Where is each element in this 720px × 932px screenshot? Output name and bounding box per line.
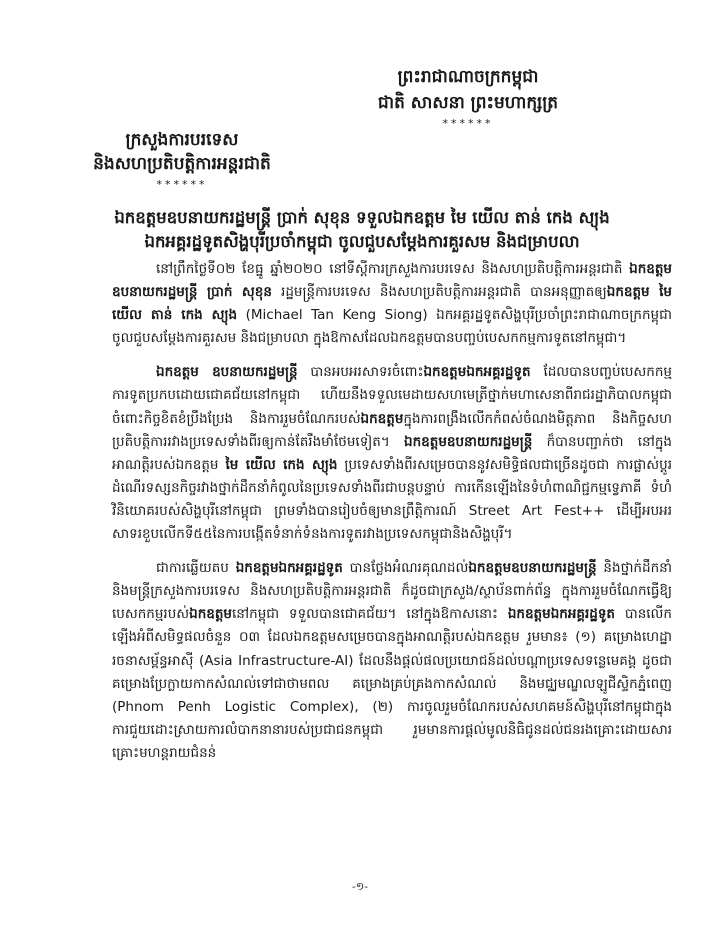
kingdom-stars-divider: ****** bbox=[442, 117, 494, 130]
text-segment: ក្នុងការពង្រឹងលើកកំពស់ចំណងមិត្តភាព និងកិច្ចសហប្រតិបត្តិការរវាងប្រទេសទាំងពីរឲ្យកាន់តែរឹងមាំថែមទៀត។ bbox=[112, 410, 672, 450]
body-paragraph bbox=[112, 258, 672, 350]
bold-text-segment: ឯកឧត្តមឯកអគ្គរដ្ឋទូត bbox=[423, 364, 531, 381]
bold-text-segment: មៃ យើល កេង ស្យុង bbox=[225, 456, 338, 473]
text-segment: និងថ្នាក់ដឹកនាំ និងមន្ត្រីក្រសួងការបរទេស និងសហប្រតិបត្តិការអន្តរជាតិ ក៏ដូចជាក្រសួង/ស្ថាប័នពាក់ព័ន្ធ ក្នុងការរួមចំណែកធ្វើឱ្យបេសកកម្មរបស់ bbox=[112, 560, 672, 623]
page-number: -១- bbox=[351, 880, 369, 893]
body-paragraph bbox=[112, 557, 672, 765]
press-release-headline bbox=[62, 206, 662, 254]
text-segment: រដ្ឋមន្ត្រីការបរទេស និងសហប្រតិបត្តិការអន្តរជាតិ បានអនុញ្ញាតឲ្យ bbox=[271, 284, 607, 301]
bold-text-segment: ឯកឧត្តម មៃ យើល តាន់ កេង ស្យុង bbox=[112, 284, 672, 324]
kingdom-title: ព្រះរាជាណាចក្រកម្ពុជា bbox=[397, 67, 539, 87]
national-motto: ជាតិ សាសនា ព្រះមហាក្សត្រ bbox=[377, 93, 559, 113]
kingdom-heading bbox=[328, 64, 608, 132]
bold-text-segment: ឯកឧត្តម bbox=[360, 410, 404, 427]
text-segment: ជាការឆ្លើយតប bbox=[156, 560, 236, 577]
text-segment: នៅព្រឹកថ្ងៃទី០២ ខែធ្នូ ឆ្នាំ២០២០ នៅទីស្តីការក្រសួងការបរទេស និងសហប្រតិបត្តិការអន្តរជាតិ bbox=[156, 261, 630, 277]
bold-text-segment: ឯកឧត្តមឯកអគ្គរដ្ឋទូត bbox=[507, 606, 615, 623]
text-segment: បានអបអរសាទរចំពោះ bbox=[297, 364, 424, 381]
text-segment: ក៏បានបញ្ជាក់ថា នៅក្នុងអាណត្តិរបស់ឯកឧត្តម bbox=[112, 433, 672, 473]
text-segment: បានថ្លែងអំណរគុណដល់ bbox=[342, 560, 469, 577]
bold-text-segment: ឯកឧត្តមឯកអគ្គរដ្ឋទូត bbox=[235, 560, 343, 577]
text-segment: បានលើកឡើងអំពីសមិទ្ធផលចំនួន ០៣ ដែលឯកឧត្តមសម្រេចបានក្នុងអាណត្តិរបស់ឯកឧត្តម រួមមាន៖ (១) គម្រោងហេដ្ឋារចនាសម្ព័ន្ធអាស៊ី (Asia Infrastructure-AI) ដែលនឹងផ្តល់ផលប្រយោជន៍ដល់បណ្តាប្រទេសទន្លេមេគង្គ ដូចជា គម្រោងប្រែក្លាយកាកសំណល់ទៅជាថាមពល គម្រោងគ្រប់គ្រងកាកសំណល់ និងមជ្ឈមណ្ឌលឡូជីស្ទិកភ្នំពេញ (Phnom Penh Logistic Complex), (២) ការចូលរួមចំណែករបស់សហគមន៍សិង្ហបុរីនៅកម្ពុជាក្នុងការជួយដោះស្រាយការលំបាកនានារបស់ប្រជាជនកម្ពុជា រួមមានការផ្តល់មូលនិធិជូនដល់ជនរងគ្រោះដោយសារគ្រោះមហន្តរាយជំនន់ bbox=[112, 606, 672, 761]
bold-text-segment: ឯកឧត្តមឧបនាយករដ្ឋមន្ត្រី bbox=[404, 433, 533, 450]
ministry-stars-divider: ****** bbox=[156, 178, 208, 191]
bold-text-segment: ឯកឧត្តម ឧបនាយករដ្ឋមន្ត្រី bbox=[156, 364, 298, 381]
text-segment: ប្រទេសទាំងពីរសម្រេចបាននូវសមិទ្ធិផលជាច្រើនដូចជា ការផ្លាស់ប្តូរដំណើរទស្សនកិច្ចរវាងថ្នាក់ដឹកនាំកំពូលនៃប្រទេសទាំងពីរជាបន្តបន្ទាប់ ការកើនឡើងនៃទំហំពាណិជ្ជកម្មទ្វេភាគី ទំហំវិនិយោគរបស់សិង្ហបុរីនៅកម្ពុជា ព្រមទាំងបានរៀបចំឲ្យមានព្រឹត្តិការណ៍ Street Art Fest++ ដើម្បីអបអរសាទរខួបលើកទី៥៥នៃការបង្កើតទំនាក់ទំនងការទូតរវាងប្រទេសកម្ពុជានិងសិង្ហបុរី។ bbox=[112, 456, 672, 543]
bold-text-segment: ឯកឧត្តមឧបនាយករដ្ឋមន្ត្រី bbox=[468, 560, 597, 577]
body-paragraph bbox=[112, 361, 672, 546]
headline-line2: ឯកអគ្គរដ្ឋទូតសិង្ហបុរីប្រចាំកម្ពុជា ចូលជួបសម្តែងការគួរសម និងជម្រាបលា bbox=[144, 232, 580, 251]
text-segment: (Michael Tan Keng Siong) ឯកអគ្គរដ្ឋទូតសិង្ហបុរីប្រចាំព្រះរាជាណាចក្រកម្ពុជា ចូលជួបសម្តែងការគួរសម និងជម្រាបលា ក្នុងឱកាសដែលឯកឧត្តមបានបញ្ចប់បេសកកម្មការទូតនៅកម្ពុជា។ bbox=[112, 307, 672, 347]
press-release-body bbox=[112, 258, 672, 776]
bold-text-segment: ឯកឧត្តម ឧបនាយករដ្ឋមន្ត្រី ប្រាក់ សុខុន bbox=[112, 261, 672, 301]
ministry-name-line2: និងសហប្រតិបត្តិការអន្តរជាតិ bbox=[93, 154, 271, 174]
ministry-name-line1: ក្រសួងការបរទេស bbox=[125, 130, 239, 150]
text-segment: នៅកម្ពុជា ទទួលបានជោគជ័យ។ នៅក្នុងឱកាសនោះ bbox=[231, 606, 508, 623]
ministry-heading bbox=[52, 128, 312, 194]
bold-text-segment: ឯកឧត្តម bbox=[189, 606, 232, 623]
text-segment: ដែលបានបញ្ចប់បេសកកម្មការទូតប្រកបដោយជោគជ័យនៅកម្ពុជា ហើយនឹងទទួលមេដាយសហមេត្រីថ្នាក់មហាសេនាពីរាជរដ្ឋាភិបាលកម្ពុជា ចំពោះកិច្ចខិតខំប្រឹងប្រែង និងការរួមចំណែករបស់ bbox=[112, 364, 672, 427]
headline-line1: ឯកឧត្តមឧបនាយករដ្ឋមន្ត្រី ប្រាក់ សុខុន ទទួលឯកឧត្តម មៃ យើល តាន់ កេង ស្យុង bbox=[114, 208, 610, 227]
